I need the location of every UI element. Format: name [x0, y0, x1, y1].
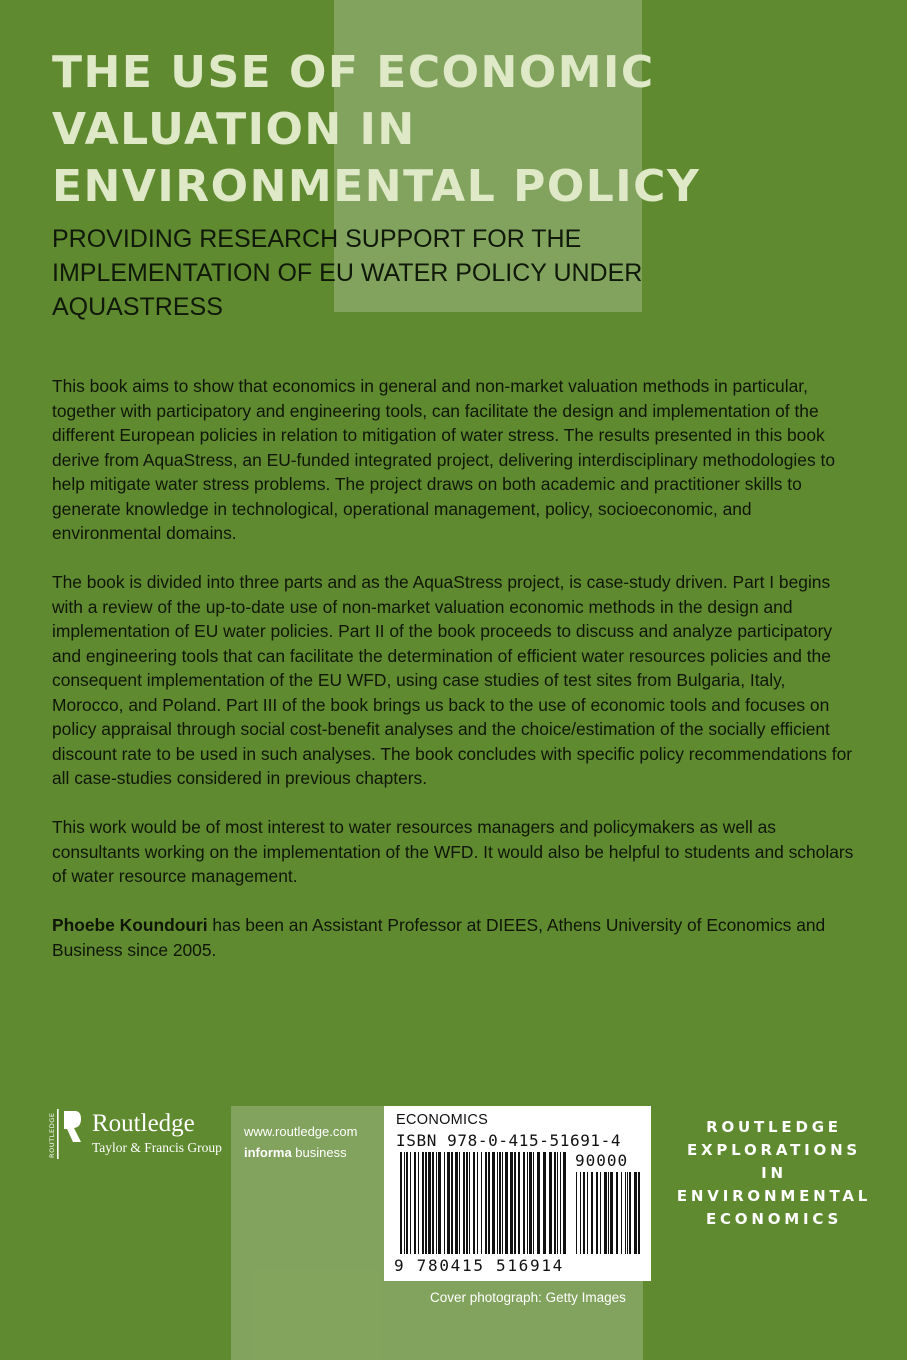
barcode-bar	[527, 1152, 528, 1254]
barcode-bar	[549, 1152, 552, 1254]
barcode-addon-bar	[616, 1172, 618, 1254]
barcode-addon-bar	[621, 1172, 622, 1254]
barcode-addon-bar	[587, 1172, 588, 1254]
barcode-bar	[510, 1152, 513, 1254]
barcode-bar	[533, 1152, 534, 1254]
barcode-bar	[523, 1152, 525, 1254]
barcode-bar	[505, 1152, 508, 1254]
barcode-bar	[410, 1152, 411, 1254]
informa-bold: informa	[244, 1145, 292, 1160]
barcode-addon-bar	[604, 1172, 607, 1254]
barcode-bar	[428, 1152, 431, 1254]
barcode-addon-bar	[629, 1172, 631, 1254]
isbn-text: ISBN 978-0-415-51691-4	[396, 1131, 622, 1150]
barcode-bar	[400, 1152, 402, 1254]
barcode-bar	[425, 1152, 427, 1254]
barcode-addon-bar	[627, 1172, 628, 1254]
barcode-bar	[560, 1152, 561, 1254]
barcode-bar	[485, 1152, 487, 1254]
barcode-bar	[406, 1152, 408, 1254]
barcode-category: ECONOMICS	[396, 1112, 489, 1128]
barcode-bar	[554, 1152, 556, 1254]
barcode-addon-bar	[638, 1172, 640, 1254]
author-name: Phoebe Koundouri	[52, 915, 208, 935]
photo-credit: Cover photograph: Getty Images	[430, 1290, 626, 1305]
title-line: VALUATION IN	[52, 104, 416, 155]
subtitle-line: PROVIDING RESEARCH SUPPORT FOR THE	[52, 225, 582, 253]
series-line: ROUTLEDGE	[706, 1118, 842, 1136]
title-line: ENVIRONMENTAL POLICY	[52, 161, 701, 212]
barcode-bar	[488, 1152, 490, 1254]
barcode-bar	[537, 1152, 540, 1254]
barcode-bar	[444, 1152, 445, 1254]
blurb	[52, 374, 856, 987]
barcode-bar	[447, 1152, 450, 1254]
barcode-digits: 9 780415 516914	[394, 1256, 564, 1275]
barcode-bar	[499, 1152, 501, 1254]
subtitle-line: AQUASTRESS	[52, 293, 223, 321]
barcode-bar	[543, 1152, 546, 1254]
barcode-addon-bar	[634, 1172, 637, 1254]
barcode-addon-bar	[610, 1172, 613, 1254]
routledge-logo-icon	[48, 1108, 82, 1160]
publisher-group: Taylor & Francis Group	[92, 1140, 222, 1155]
barcode-addon-bar	[608, 1172, 609, 1254]
barcode-addon-bar	[583, 1172, 585, 1254]
barcode-bar	[432, 1152, 434, 1254]
series-line: EXPLORATIONS	[686, 1141, 862, 1159]
barcode-bar	[518, 1152, 520, 1254]
series-line: ENVIRONMENTAL	[676, 1187, 872, 1205]
series-line: IN	[761, 1164, 787, 1182]
barcode-bar	[414, 1152, 416, 1254]
barcode-bar	[436, 1152, 437, 1254]
informa-rest: business	[291, 1145, 347, 1160]
barcode-addon-bar	[625, 1172, 626, 1254]
title-line: THE USE OF ECONOMIC	[52, 47, 655, 98]
barcode-bar	[455, 1152, 458, 1254]
series-name	[664, 1116, 884, 1231]
barcode-bar	[422, 1152, 424, 1254]
author-bio-text: has been an Assistant Professor at DIEES, Athens University of Economics and Business since 2005.	[52, 915, 826, 960]
publisher-name: Routledge	[92, 1110, 195, 1137]
isbn-barcode-icon	[384, 1106, 651, 1256]
book-title	[52, 44, 872, 215]
price-code: 90000	[575, 1151, 629, 1170]
barcode-bar	[451, 1152, 453, 1254]
barcode-bar	[473, 1152, 475, 1254]
barcode-addon-bar	[600, 1172, 601, 1254]
book-subtitle	[52, 222, 872, 324]
barcode-panel	[384, 1106, 651, 1281]
series-line: ECONOMICS	[705, 1210, 843, 1228]
barcode-bar	[418, 1152, 419, 1254]
informa-business	[244, 1145, 347, 1160]
barcode-bar	[459, 1152, 460, 1254]
logo-vertical-text: ROUTLEDGE	[48, 1112, 56, 1158]
barcode-bar	[563, 1152, 566, 1254]
barcode-bar	[514, 1152, 516, 1254]
blurb-paragraph: This book aims to show that economics in general and non-market valuation methods in particular, together with participatory and engineering tools, can facilitate the design and implementation of the different European policies in relation to mitigation of water stress. The results presented in this book derive from AquaStress, an EU-funded integrated project, delivering interdisciplinary methodologies to help mitigate water stress problems. The project draws on both academic and practitioner skills to generate knowledge in technological, operational management, policy, socioeconomic, and environmental domains.	[52, 376, 836, 543]
author-bio	[52, 913, 856, 962]
barcode-bar	[497, 1152, 498, 1254]
barcode-bar	[492, 1152, 495, 1254]
barcode-bar	[477, 1152, 478, 1254]
barcode-bar	[404, 1152, 405, 1254]
barcode-addon-bar	[591, 1172, 593, 1254]
blurb-paragraph: The book is divided into three parts and as the AquaStress project, is case-study driven. Part I begins with a review of the up-to-date use of non-market valuation economic methods in the design and implementation of EU water policies. Part II of the book proceeds to discuss and analyze participatory and engineering tools that can facilitate the determination of efficient water resources policies and the consequent implementation of the EU WFD, using case studies of test sites from Bulgaria, Italy, Morocco, and Poland. Part III of the book brings us back to the use of economic tools and focuses on policy appraisal through social cost-benefit analyses and the choice/estimation of the socially efficient discount rate to be used in such analyses. The book concludes with specific policy recommendations for all case-studies considered in previous chapters.	[52, 572, 853, 788]
barcode-bar	[463, 1152, 465, 1254]
barcode-bar	[481, 1152, 482, 1254]
barcode-addon-bar	[596, 1172, 598, 1254]
barcode-bar	[469, 1152, 470, 1254]
barcode-bar	[557, 1152, 558, 1254]
subtitle-line: IMPLEMENTATION OF EU WATER POLICY UNDER	[52, 259, 643, 287]
barcode-addon-bar	[580, 1172, 581, 1254]
routledge-logo	[48, 1108, 228, 1160]
barcode-addon-bar	[576, 1172, 577, 1254]
barcode-bar	[502, 1152, 503, 1254]
barcode-bar	[466, 1152, 468, 1254]
blurb-paragraph: This work would be of most interest to water resources managers and policymakers as well as consultants working on the implementation of the WFD. It would also be helpful to students and scholars of water resource management.	[52, 817, 854, 886]
publisher-website[interactable]: www.routledge.com	[244, 1124, 358, 1139]
barcode-bar	[529, 1152, 532, 1254]
barcode-bar	[438, 1152, 441, 1254]
